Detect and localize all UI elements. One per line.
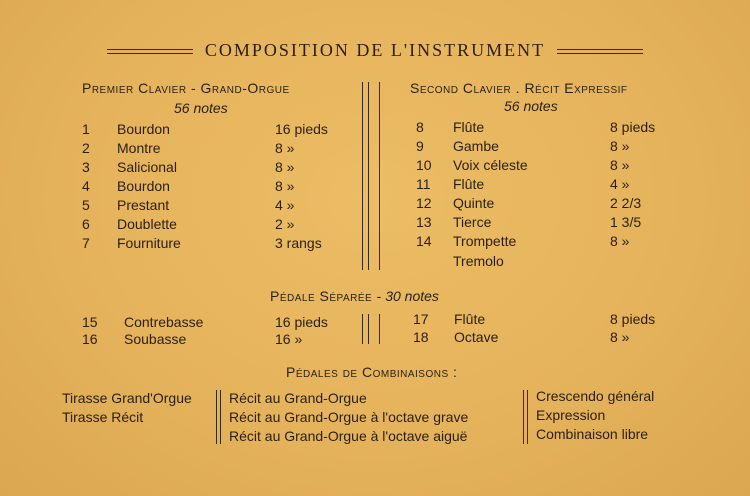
comb-col2-item: Récit au Grand-Orgue [229, 390, 367, 406]
clavier2-stop-name: Tierce [453, 214, 492, 230]
pedale-stop-size: 8 pieds [610, 311, 656, 327]
clavier2-stop-name: Voix céleste [453, 157, 528, 173]
comb-divider-1b [220, 390, 221, 444]
clavier2-stop-num: 12 [416, 195, 432, 211]
title-line [0, 40, 750, 61]
clavier1-stop-name: Bourdon [117, 178, 170, 194]
divider-left-bar [362, 82, 363, 270]
clavier1-notes: 56 notes [174, 100, 228, 116]
right-double-rule [557, 49, 643, 54]
clavier2-stop-size: 8 » [610, 157, 630, 173]
pedale-divider-b [368, 314, 369, 344]
clavier2-notes: 56 notes [504, 98, 558, 114]
divider-right-bar [379, 82, 380, 270]
comb-col3-item: Expression [536, 407, 606, 423]
comb-divider-2a [523, 390, 524, 444]
clavier1-stop-num: 5 [82, 197, 90, 213]
pedale-divider-c [379, 314, 380, 344]
comb-divider-1a [216, 390, 217, 444]
clavier2-stop-num: 10 [416, 157, 432, 173]
clavier2-stop-name: Flûte [453, 119, 485, 135]
clavier2-heading: Second Clavier . Récit Expressif [410, 80, 628, 96]
pedale-stop-size: 16 pieds [275, 314, 328, 330]
pedale-stop-num: 16 [82, 331, 98, 347]
pedale-stop-name: Octave [454, 329, 499, 345]
clavier1-stop-name: Salicional [117, 159, 177, 175]
clavier1-stop-num: 6 [82, 216, 90, 232]
clavier1-stop-name: Bourdon [117, 121, 170, 137]
clavier1-stop-size: 4 » [275, 197, 295, 213]
clavier1-stop-size: 8 » [275, 178, 295, 194]
pedale-stop-num: 18 [413, 329, 429, 345]
pedale-stop-name: Soubasse [124, 331, 187, 347]
pedale-stop-size: 8 » [610, 329, 630, 345]
pedale-stop-name: Contrebasse [124, 314, 204, 330]
tremolo-label: Tremolo [453, 253, 504, 269]
clavier2-stop-name: Gambe [453, 138, 499, 154]
comb-col2-item: Récit au Grand-Orgue à l'octave aiguë [229, 428, 468, 444]
clavier1-stop-num: 2 [82, 140, 90, 156]
pedale-stop-size: 16 » [275, 331, 303, 347]
clavier1-stop-size: 3 rangs [275, 235, 322, 251]
clavier2-stop-size: 8 » [610, 138, 630, 154]
comb-col3-item: Combinaison libre [536, 426, 649, 442]
clavier1-stop-size: 16 pieds [275, 121, 328, 137]
clavier2-stop-num: 9 [416, 138, 424, 154]
clavier1-stop-name: Prestant [117, 197, 170, 213]
clavier2-stop-size: 8 » [610, 233, 630, 249]
clavier1-stop-num: 3 [82, 159, 90, 175]
pedale-heading-line: Pédale Séparée - 30 notes [270, 288, 439, 304]
comb-col1-item: Tirasse Récit [62, 409, 144, 425]
pedale-stop-num: 15 [82, 314, 98, 330]
left-double-rule [107, 49, 193, 54]
clavier2-stop-num: 13 [416, 214, 432, 230]
comb-col1-item: Tirasse Grand'Orgue [62, 390, 192, 406]
clavier2-stop-name: Quinte [453, 195, 495, 211]
clavier1-stop-name: Fourniture [117, 235, 181, 251]
clavier2-stop-size: 8 pieds [610, 119, 656, 135]
clavier2-stop-name: Flûte [453, 176, 485, 192]
clavier2-stop-size: 1 3/5 [610, 214, 642, 230]
page-title: COMPOSITION DE L'INSTRUMENT [204, 40, 546, 60]
clavier2-stop-size: 4 » [610, 176, 630, 192]
pedale-notes: 30 notes [385, 288, 439, 304]
clavier1-heading: Premier Clavier - Grand-Orgue [82, 80, 290, 96]
clavier2-stop-size: 2 2/3 [610, 195, 642, 211]
clavier1-stop-num: 7 [82, 235, 90, 251]
clavier2-stop-name: Trompette [453, 233, 517, 249]
clavier1-stop-size: 8 » [275, 159, 295, 175]
clavier1-stop-num: 1 [82, 121, 90, 137]
clavier2-stop-num: 11 [416, 176, 431, 192]
clavier2-stop-num: 14 [416, 233, 432, 249]
comb-col3-item: Crescendo général [536, 388, 655, 404]
combinaisons-heading: Pédales de Combinaisons : [286, 364, 458, 380]
clavier2-stop-num: 8 [416, 119, 424, 135]
clavier1-stop-name: Doublette [117, 216, 177, 232]
divider-mid-bar [368, 82, 369, 270]
clavier1-stop-num: 4 [82, 178, 90, 194]
comb-col2-item: Récit au Grand-Orgue à l'octave grave [229, 409, 469, 425]
pedale-stop-num: 17 [413, 311, 429, 327]
clavier1-stop-size: 2 » [275, 216, 295, 232]
pedale-heading: Pédale Séparée [270, 288, 373, 304]
clavier1-stop-name: Montre [117, 140, 161, 156]
clavier1-stop-size: 8 » [275, 140, 295, 156]
comb-divider-2b [527, 390, 528, 444]
pedale-divider-a [362, 314, 363, 344]
pedale-stop-name: Flûte [454, 311, 486, 327]
